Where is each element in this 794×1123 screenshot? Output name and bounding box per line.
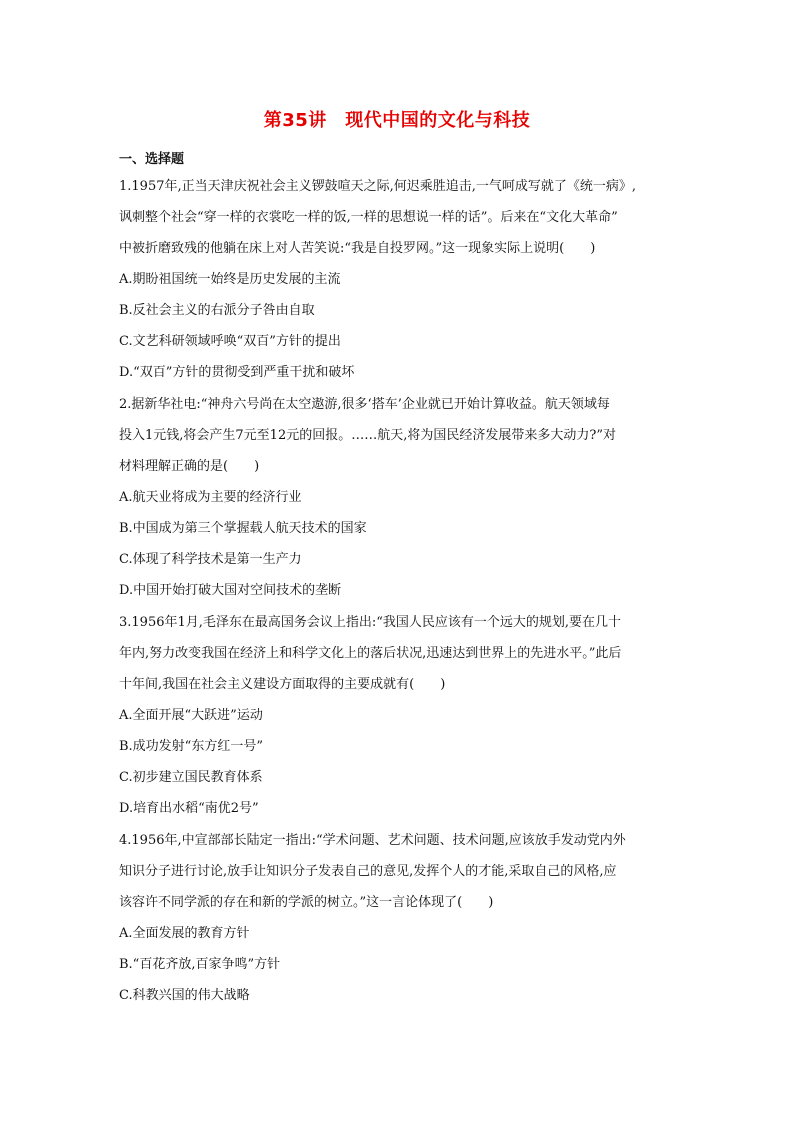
q1-option-d: D.“双百”方针的贯彻受到严重干扰和破坏 [119,365,355,380]
q1-option-b: B.反社会主义的右派分子咎由自取 [119,303,315,318]
q3-stem-line-1: 3.1956年1月,毛泽东在最高国务会议上指出:“我国人民应该有一个远大的规划,要在几十 [119,615,622,630]
q3-stem-line-3: 十年间,我国在社会主义建设方面取得的主要成就有( ) [119,677,446,692]
section-heading: 一、选择题 [119,152,185,167]
q2-option-c: C.体现了科学技术是第一生产力 [119,552,302,567]
page-title: 第35讲 现代中国的文化与科技 [263,110,531,131]
q2-stem-line-3: 材料理解正确的是( ) [119,459,260,474]
q4-option-c: C.科教兴国的伟大战略 [119,988,250,1003]
q2-option-a: A.航天业将成为主要的经济行业 [119,490,302,505]
q1-option-a: A.期盼祖国统一始终是历史发展的主流 [119,272,341,287]
q4-stem-line-3: 该容许不同学派的存在和新的学派的树立。”这一言论体现了( ) [119,895,494,910]
q1-stem-line-2: 讽刺整个社会“穿一样的衣裳吃一样的饭,一样的思想说一样的话”。后来在“文化大革命” [119,210,618,225]
q2-stem-line-2: 投入1元钱,将会产生7元至12元的回报。……航天,将为国民经济发展带来多大动力?”对 [119,428,616,443]
q4-stem-line-2: 知识分子进行讨论,放手让知识分子发表自己的意见,发挥个人的才能,采取自己的风格,应 [119,864,617,879]
q3-option-b: B.成功发射“东方红一号” [119,739,263,754]
q1-stem-line-3: 中被折磨致残的他躺在床上对人苦笑说:“我是自投罗网。”这一现象实际上说明( ) [119,241,596,256]
q3-option-d: D.培育出水稻“南优2号” [119,801,259,816]
q1-option-c: C.文艺科研领域呼唤“双百”方针的提出 [119,334,341,349]
q2-stem-line-1: 2.据新华社电:“神舟六号尚在太空遨游,很多‘搭车’企业就已开始计算收益。航天领域每 [119,397,610,412]
q3-stem-line-2: 年内,努力改变我国在经济上和科学文化上的落后状况,迅速达到世界上的先进水平。”此后 [119,646,622,661]
q4-option-b: B.“百花齐放,百家争鸣”方针 [119,957,281,972]
q2-option-b: B.中国成为第三个掌握载人航天技术的国家 [119,521,367,536]
q4-option-a: A.全面发展的教育方针 [119,926,250,941]
q3-option-c: C.初步建立国民教育体系 [119,770,263,785]
q2-option-d: D.中国开始打破大国对空间技术的垄断 [119,583,342,598]
q4-stem-line-1: 4.1956年,中宣部部长陆定一指出:“学术问题、艺术问题、技术问题,应该放手发动党内外 [119,833,626,848]
q3-option-a: A.全面开展“大跃进”运动 [119,708,263,723]
q1-stem-line-1: 1.1957年,正当天津庆祝社会主义锣鼓喧天之际,何迟乘胜追击,一气呵成写就了《统一病》, [119,179,637,194]
